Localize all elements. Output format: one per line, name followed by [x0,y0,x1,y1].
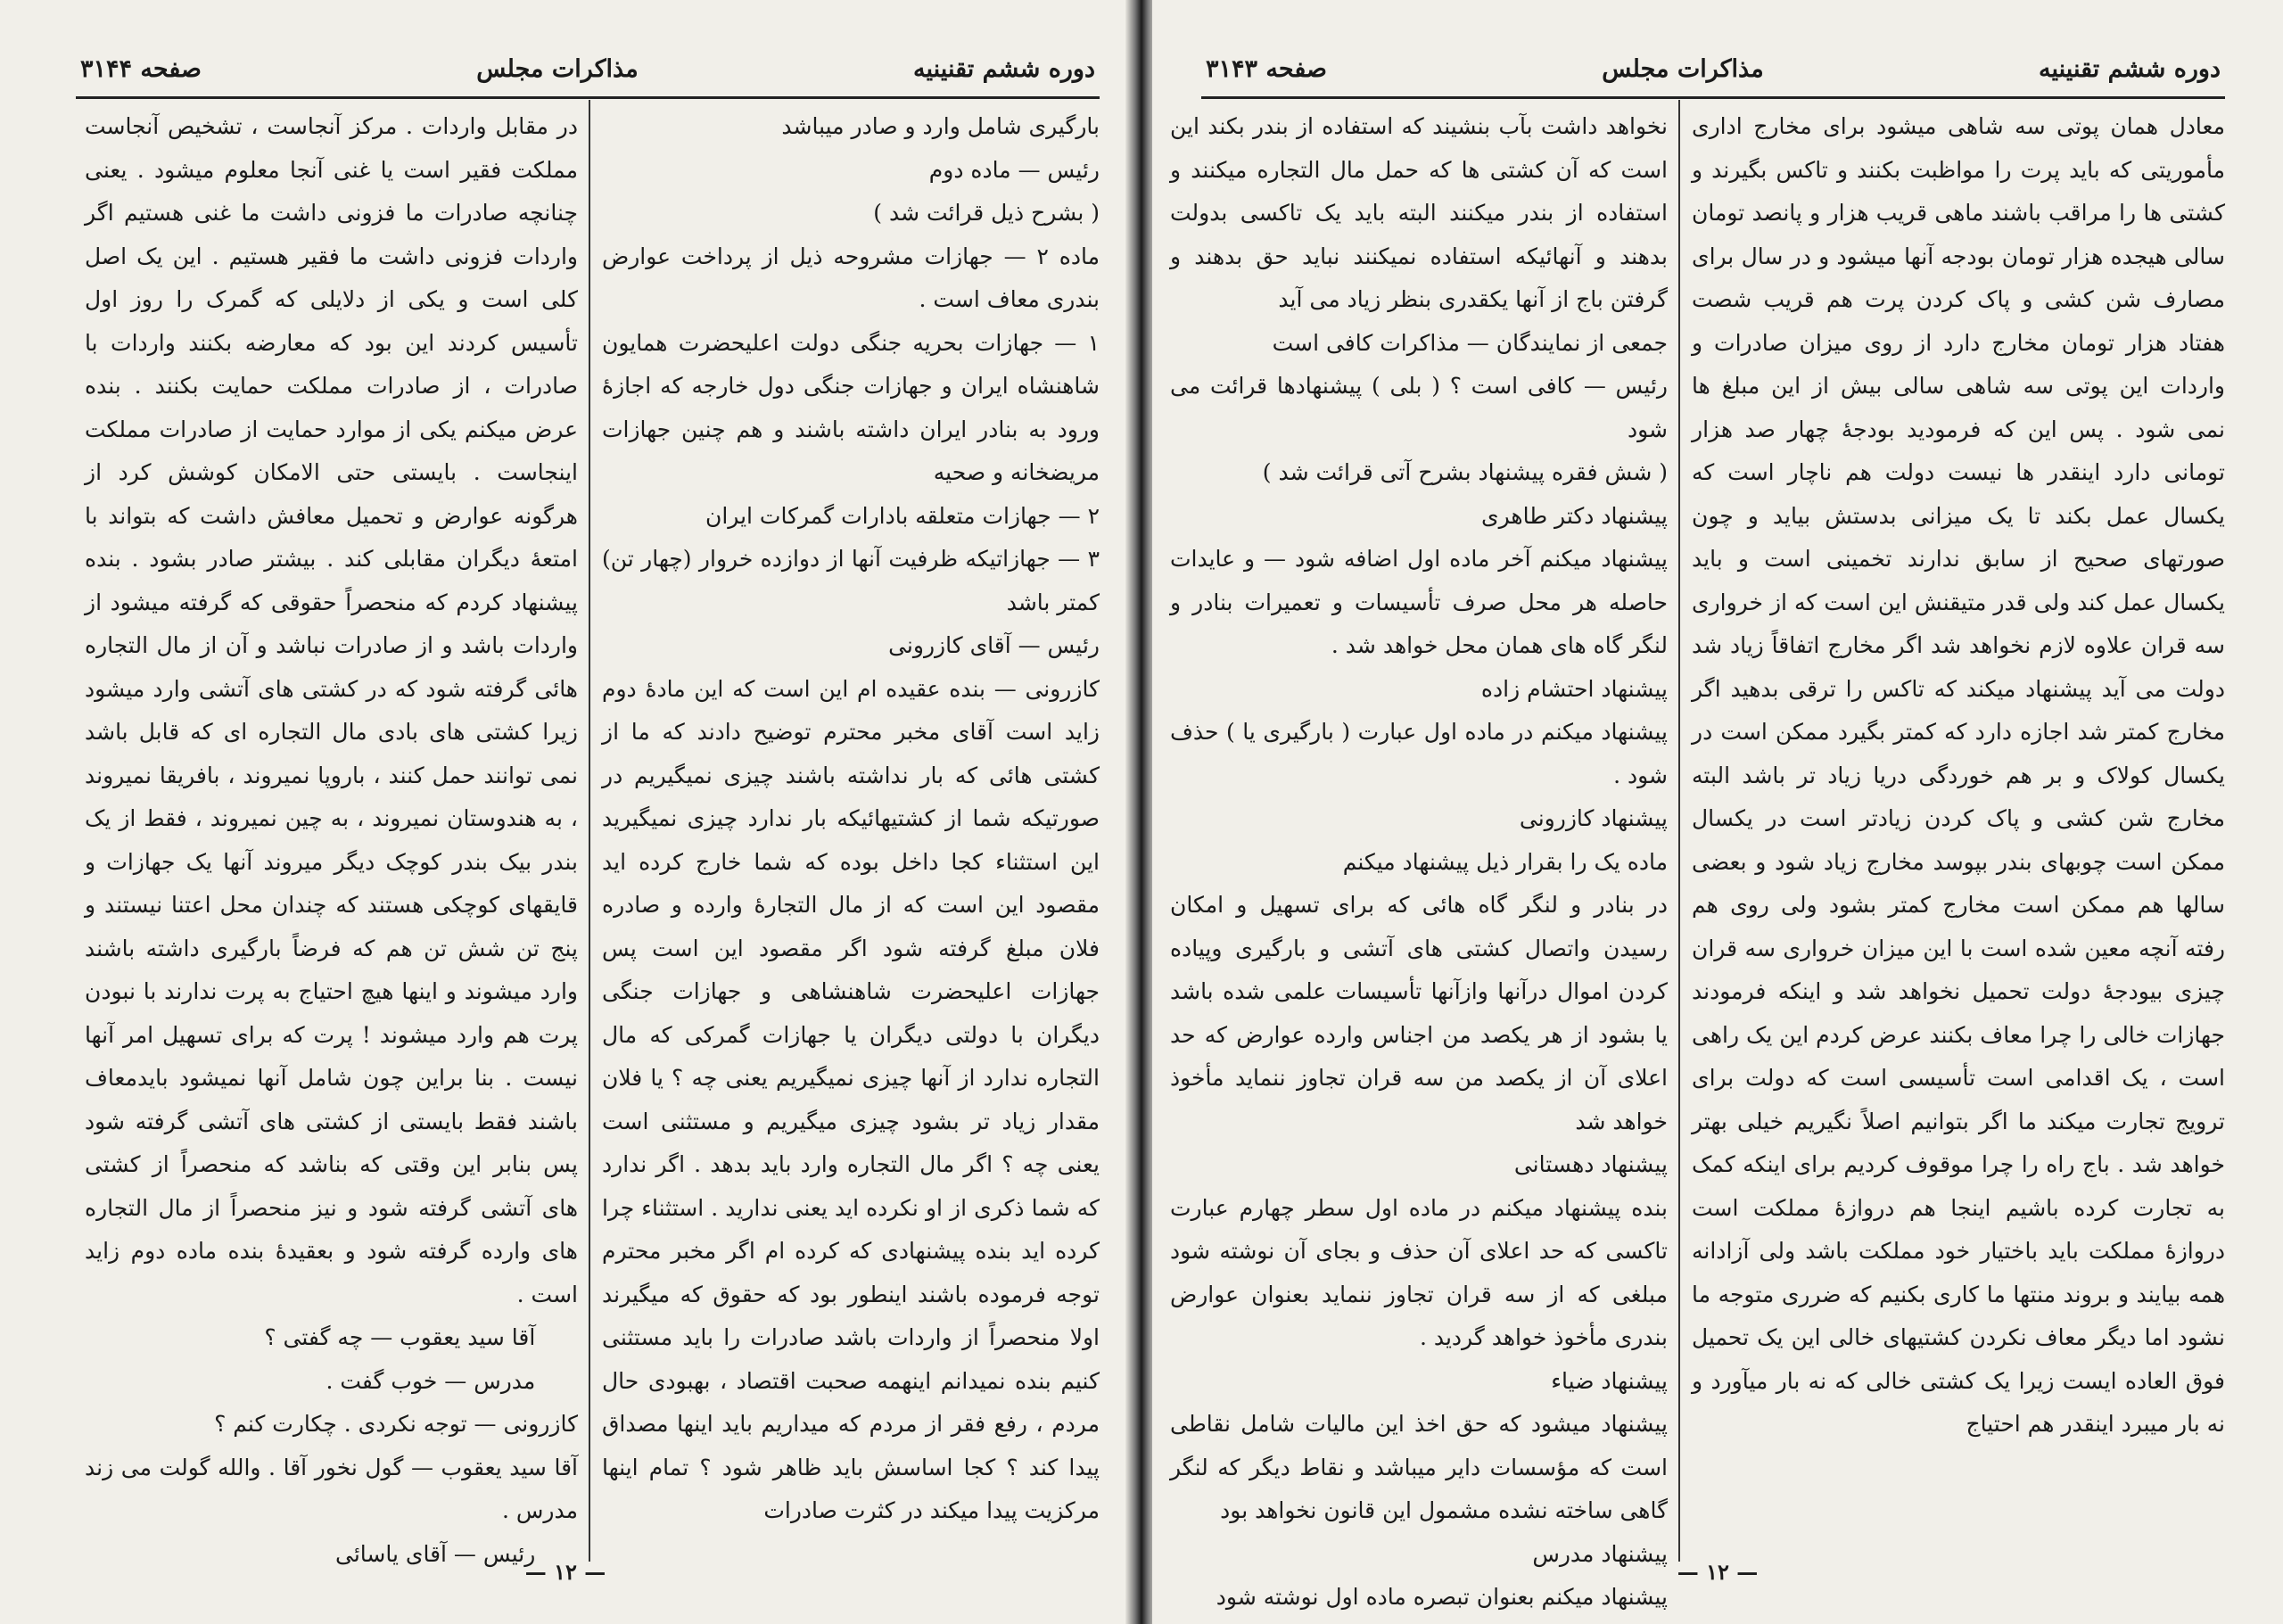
page-label: صفحه ۳۱۴۴ [80,54,202,83]
section-label: مذاکرات مجلس [1602,54,1764,83]
right-page [1152,0,2283,1624]
column-text: بارگیری شامل وارد و صادر میباشد رئیس — ماده دوم ( بشرح ذیل قرائت شد ) ماده ۲ — جهازات مشروحه ذیل از پرداخت عوارض بندری معاف است . ۱ — جهازات بحریه جنگی دولت اعلیحضرت همایون شاهنشاه ایران و جهازات جنگی دول خارجه که اجازهٔ ورود به بنادر ایران داشته باشند و هم چنین جهازات مریضخانه و صحیه ۲ — جهازات متعلقه بادارات گمرکات ایران ۳ — جهازاتیکه ظرفیت آنها از دوازده خروار (چهار تن) کمتر باشد رئیس — آقای کازرونی کازرونی — بنده عقیده ام این است که این مادهٔ دوم زاید است آقای مخبر محترم توضیح دادند که ما از کشتی هائی که بار نداشته باشند چیزی نمیگیریم در صورتیکه شما از کشتیهائیکه بار ندارد چیزی نمیگیرید این استثناء کجا داخل بوده که شما خارج کرده اید مقصود این است که از مال التجارهٔ وارده و صادره فلان مبلغ گرفته شود اگر مقصود این است پس جهازات اعلیحضرت شاهنشاهی و جهازات جنگی دیگران با دولتی دیگران یا جهازات گمرکی که مال التجاره ندارد از آنها چیزی نمیگیریم یعنی چه ؟ یا فلان مقدار زیاد تر بشود چیزی میگیریم و مستثنی است یعنی چه ؟ اگر مال التجاره وارد باید بدهد . اگر ندارد که شما ذکری از او نکرده اید یعنی ندارید . استثناء چرا کرده اید بنده پیشنهادی که کرده ام اگر مخبر محترم توجه فرموده باشند اینطور بود که حقوق که میگیرند اولا منحصراً از واردات باشد صادرات را باید مستثنی کنیم بنده نمیدانم اینهمه صحبت اقتصاد ، بهبودی حال مردم ، رفع فقر از مردم که میداریم باید اینها مصداق پیدا کند ؟ کجا اساسش باید ظاهر شود ؟ تمام اینها مرکزیت پیدا میکند در کثرت صادرات [602,113,1100,1523]
column-text: نخواهد داشت بآب بنشیند که استفاده از بندر بکند این است که آن کشتی ها که حمل مال التجاره میکنند و استفاده از بندر میکنند البته باید یک تاکسی بدولت بدهند و آنهائیکه استفاده نمیکنند نباید حق بدهند و گرفتن باج از آنها یکقدری بنظر زیاد می آید جمعی از نمایندگان — مذاکرات کافی است رئیس — کافی است ؟ ( بلی ) پیشنهادها قرائت می شود ( شش فقره پیشنهاد بشرح آتی قرائت شد ) پیشنهاد دکتر طاهری پیشنهاد میکنم آخر ماده اول اضافه شود — و عایدات حاصله هر محل صرف تأسیسات و تعمیرات بنادر و لنگر گاه های همان محل خواهد شد . پیشنهاد احتشام زاده پیشنهاد میکنم در ماده اول عبارت ( بارگیری یا ) حذف شود . پیشنهاد کازرونی ماده یک را بقرار ذیل پیشنهاد میکنم در بنادر و لنگر گاه هائی که برای تسهیل و امکان رسیدن واتصال کشتی های آتشی و بارگیری وپیاده کردن اموال درآنها وازآنها تأسیسات علمی شده باشد یا بشود از هر یکصد من اجناس وارده عوارض که حد اعلای آن از یکصد من سه قران تجاوز ننماید مأخوذ خواهد شد پیشنهاد دهستانی بنده پیشنهاد میکنم در ماده اول سطر چهارم عبارت تاکسی که حد اعلای آن حذف و بجای آن نوشته شود مبلغی که از سه قران تجاوز ننماید بعنوان عوارض بندری مأخوذ خواهد گردید . پیشنهاد ضیاء پیشنهاد میشود که حق اخذ این مالیات شامل نقاطی است که مؤسسات دایر میباشد و نقاط دیگر که لنگر گاهی ساخته نشده مشمول این قانون نخواهد بود پیشنهاد مدرس پیشنهاد میکنم بعنوان تبصره ماده اول نوشته شود [1170,113,1668,1610]
header-rule [76,96,1100,99]
left-page [0,0,1131,1624]
page-label: صفحه ۳۱۴۳ [1206,54,1327,83]
session-label: دوره ششم تقنینیه [913,54,1095,83]
page-folio: — ۱۲ — [524,1559,606,1585]
page-header [80,46,1095,91]
text-column-left [85,105,578,1567]
page-folio: — ۱۲ — [1677,1559,1759,1585]
text-column-right [602,105,1100,1553]
column-text: در مقابل واردات . مرکز آنجاست ، تشخیص آنجاست مملکت فقیر است یا غنی آنجا معلوم میشود . یعنی چنانچه صادرات ما فزونی داشت ما غنی هستیم اگر واردات فزونی داشت ما فقیر هستیم . این یک اصل کلی است و یکی از دلایلی که گمرک را روز اول تأسیس کردند این بود که معارضه بکنند واردات با صادرات ، از صادرات مملکت حمایت بکنند . بنده عرض میکنم یکی از موارد حمایت از صادرات مملکت اینجاست . بایستی حتی الامکان کوشش کرد از هرگونه عوارض و تحمیل معافش داشت که بتواند با امتعهٔ دیگران مقابلی کند . بیشتر صادر بشود . بنده پیشنهاد کردم که منحصراً حقوقی که گرفته میشود از واردات باشد و از صادرات نباشد و آن از مال التجاره هائی گرفته شود که در کشتی های آتشی وارد میشود زیرا کشتی های بادی مال التجاره ای که قابل باشد نمی توانند حمل کنند ، باروپا نمیروند ، بافریقا نمیروند ، به هندوستان نمیروند ، به چین نمیروند ، فقط از یک بندر بیک بندر کوچک دیگر میروند آنها یک جهازات و قایقهای کوچکی هستند که چندان محل اعتنا نیستند و پنج تن شش تن هم که فرضاً بارگیری داشته باشند وارد میشوند و اینها هیچ احتیاج به پرت ندارند با نبودن پرت هم وارد میشوند ! پرت که برای تسهیل امر آنها نیست . بنا براین چون شامل آنها نمیشود بایدمعاف باشند فقط بایستی از کشتی های آتشی گرفته شود پس بنابر این وقتی که بناشد که منحصراً از کشتی های آتشی گرفته شود و نیز منحصراً از مال التجاره های وارده گرفته شود و بعقیدهٔ بنده ماده دوم زاید است . آقا سید یعقوب — چه گفتی ؟ مدرس — خوب گفت . کازرونی — توجه نکردی . چکارت کنم ؟ آقا سید یعقوب — گول نخور آقا . والله گولت می زند مدرس . رئیس — آقای یاسائی [85,113,578,1567]
column-divider [1678,100,1680,1562]
session-label: دوره ششم تقنینیه [2039,54,2221,83]
column-text: معادل همان پوتی سه شاهی میشود برای مخارج اداری مأموریتی که باید پرت را مواظبت بکنند و تاکس بگیرند و کشتی ها را مراقب باشند ماهی قریب هزار و پانصد تومان سالی هیجده هزار تومان بودجه آنها میشود و در سال برای مصارف شن کشی و پاک کردن پرت هم قریب شصت هفتاد هزار تومان مخارج دارد از روی میزان صادرات و واردات این پوتی سه شاهی سالی بیش از این مبلغ ها نمی شود . پس این که فرمودید بودجهٔ چهار صد هزار تومانی دارد اینقدر ها نیست دولت هم ناچار است که یکسال عمل بکند تا یک میزانی بدستش بیاید و چون صورتهای صحیح از سابق ندارند تخمینی است و باید یکسال عمل کند ولی قدر متیقنش این است که از خرواری سه قران علاوه لازم نخواهد شد اگر مخارج اتفاقاً زیاد شد دولت می آید پیشنهاد میکند که تاکس را ترقی بدهید اگر مخارج کمتر شد اجازه دارد که کمتر بگیرد ممکن است در یکسال کولاک و بر هم خوردگی دریا زیاد تر باشد البته مخارج شن کشی و پاک کردن زیادتر است در یکسال ممکن است چوبهای بندر بپوسد مخارج زیاد شود و بعضی سالها هم ممکن است مخارج کمتر بشود ولی روی هم رفته آنچه معین شده است با این میزان خرواری سه قران چیزی بیودجهٔ دولت تحمیل نخواهد شد و اینکه فرمودند جهازات خالی را چرا معاف بکنند عرض کردم این یک راهی است ، یک اقدامی است تأسیسی است که دولت برای ترویج تجارت میکند ما اگر بتوانیم اصلاً نگیریم خیلی بهتر خواهد شد . باج راه را چرا موقوف کردیم برای اینکه کمک به تجارت کرده باشیم اینجا هم دروازهٔ مملکت است دروازهٔ مملکت باید باختیار خود مملکت باشد ولی آزادانه همه بیایند و بروند منتها ما کاری بکنیم که ضرری متوجه ما نشود اما دیگر معاف نکردن کشتیهای خالی این یک تحمیل فوق العاده ایست زیرا یک کشتی خالی که نه بار میآورد و نه بار میبرد اینقدر هم احتیاج [1685,113,2225,1437]
text-column-right [1685,105,2225,1553]
column-divider [589,100,590,1562]
header-rule [1201,96,2225,99]
section-label: مذاکرات مجلس [476,54,639,83]
text-column-left [1170,105,1668,1610]
page-header [1206,46,2221,91]
